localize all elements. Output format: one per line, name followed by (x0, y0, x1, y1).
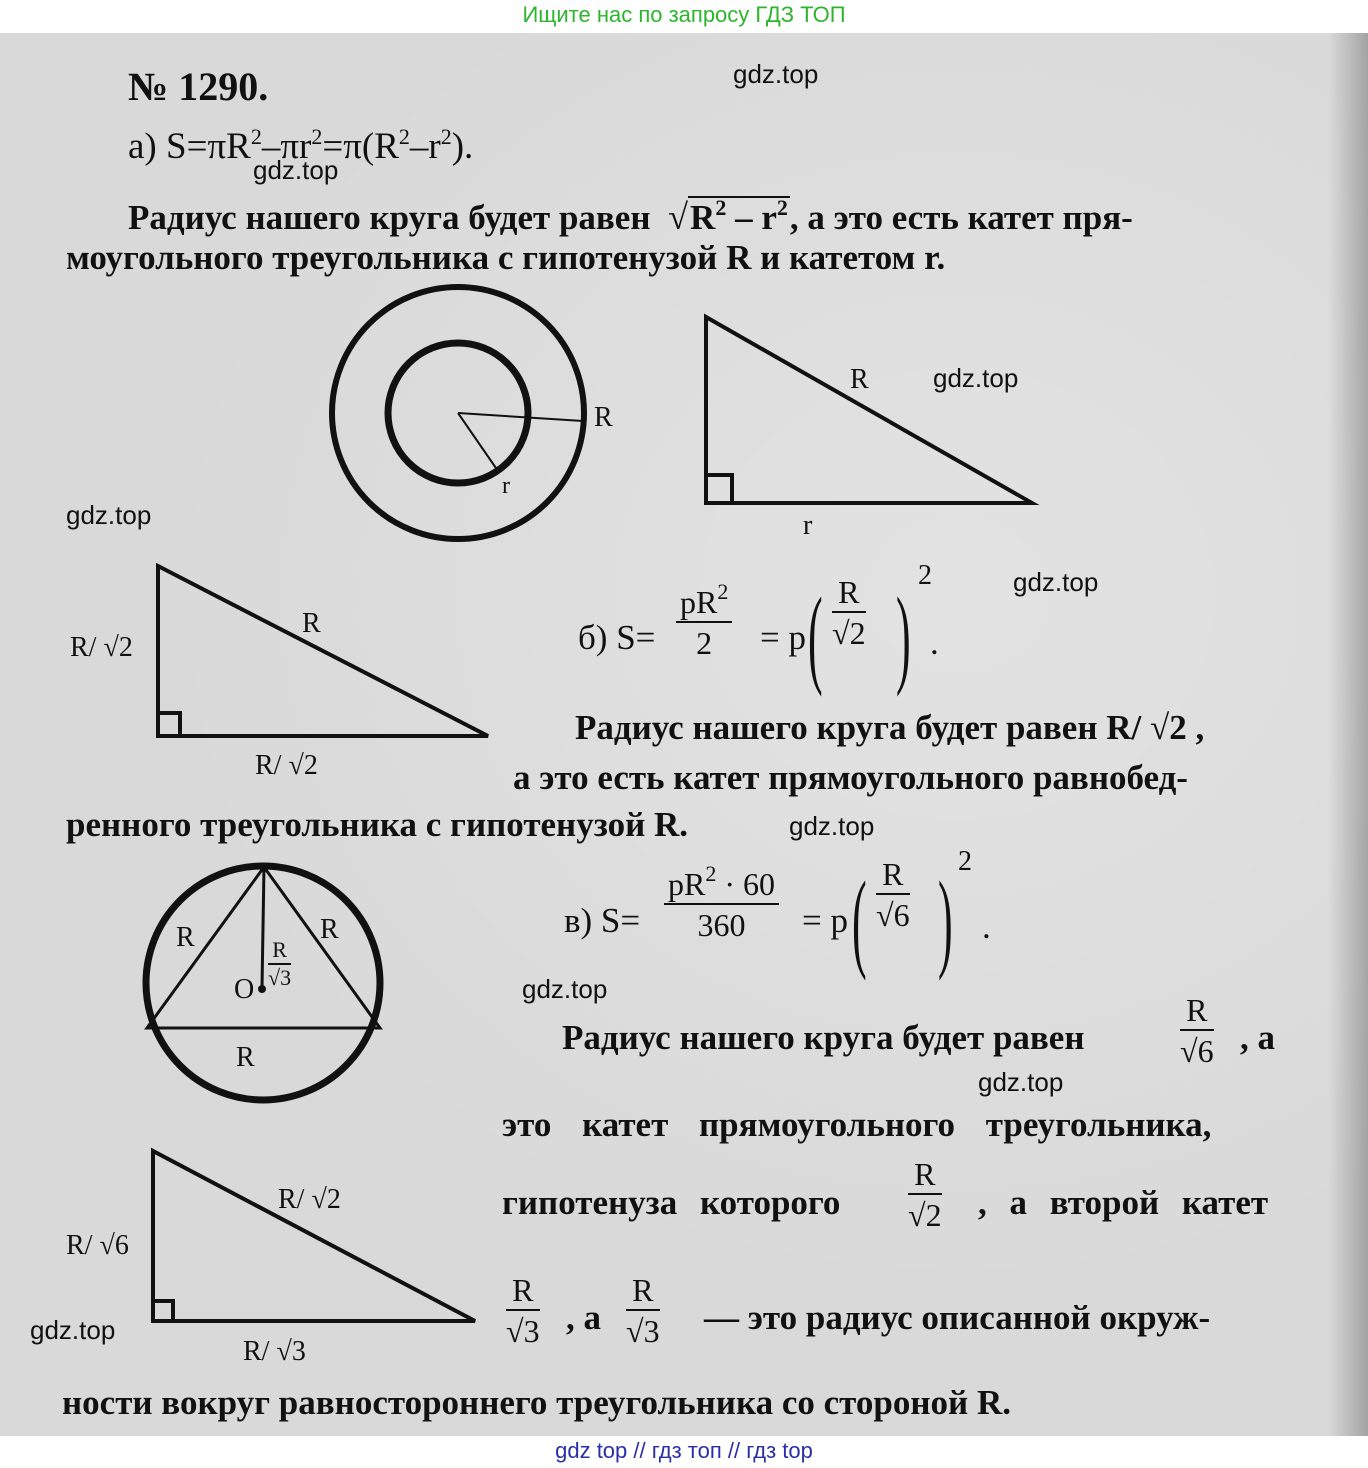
watermark-1: gdz.top (733, 59, 819, 89)
formula-a-tail2: –r (409, 126, 441, 167)
text-v-line4-mid: , а (566, 1298, 601, 1337)
text-b-line1: Радиус нашего круга будет равен R/ √2 , (575, 708, 1205, 747)
watermark-5: gdz.top (1013, 567, 1099, 597)
fig4-side-right: R (320, 914, 339, 945)
outer-radius (458, 413, 583, 421)
right-angle-mark-2 (158, 713, 180, 736)
sqrt-r2: – r (726, 198, 777, 237)
formula-v-prefix: в) S= (564, 901, 641, 940)
formula-v-num: pR (668, 866, 706, 902)
text-a-line1-start: Радиус нашего круга будет равен (128, 198, 651, 237)
sqrt-r: R (690, 198, 716, 237)
circumradius-segment (262, 867, 264, 988)
formula-a-mid: –πr (261, 126, 312, 167)
fig5-hyp-label: R/ √2 (278, 1184, 341, 1215)
text-v-line1-end: , а (1240, 1018, 1275, 1057)
text-a-line1: Радиус нашего круга будет равен $√R^2 - r^2$, а это есть катет пря- (128, 195, 1133, 237)
right-triangle-figure-2 (140, 558, 500, 748)
watermark-4: gdz.top (66, 500, 152, 530)
fig4-rad-num: R (268, 937, 291, 965)
formula-a-tail: =π(R (322, 126, 399, 167)
paren-close-v: ) (938, 859, 953, 981)
formula-b-inner-den: √2 (832, 615, 866, 651)
text-b-line2: а это есть катет прямоугольного равнобед- (513, 758, 1188, 797)
triangle-1 (706, 317, 1032, 503)
fig2-label-r: r (803, 510, 813, 541)
watermark-3: gdz.top (933, 363, 1019, 393)
fig4-rad-den: √3 (268, 965, 292, 990)
fig5-bottom-label: R/ √3 (243, 1336, 306, 1367)
text-v-line3-frac-num: R (908, 1155, 942, 1195)
fig4-side-left: R (176, 922, 195, 953)
inner-radius (458, 413, 498, 471)
formula-a-prefix: а) S=πR (128, 126, 251, 167)
fig1-label-r: r (502, 473, 510, 499)
formula-b-exp: 2 (717, 579, 729, 604)
text-v-line3-end: , а второй катет (978, 1183, 1269, 1222)
sqrt-exp-2: 2 (776, 195, 788, 220)
formula-b-num: pR (680, 584, 718, 620)
text-v-line4-frac2-num: R (626, 1271, 660, 1311)
text-v-line4-end: — это радиус описанной окруж- (704, 1298, 1211, 1337)
fig4-bottom: R (236, 1042, 255, 1073)
scanned-page (0, 33, 1368, 1436)
problem-number: № 1290. (128, 64, 269, 109)
exp-2: 2 (311, 124, 323, 149)
formula-v-eq: = p (802, 901, 848, 940)
watermark-9: gdz.top (30, 1315, 116, 1345)
center-point (258, 985, 266, 993)
formula-v-num-tail: · 60 (716, 866, 775, 902)
paren-open-b: ( (808, 575, 823, 697)
right-triangle-figure-3 (145, 1143, 490, 1333)
formula-v-inner-fraction (876, 855, 910, 935)
formula-b-end: . (930, 623, 939, 662)
formula-v-inner-den: √6 (876, 897, 910, 933)
right-triangle-figure-1 (680, 303, 1050, 523)
formula-b-eq: = p (760, 618, 806, 657)
text-v-line4-frac1-den: √3 (506, 1313, 540, 1349)
text-v-line1-frac-den: √6 (1180, 1033, 1214, 1069)
fig3-hyp-label: R (302, 608, 321, 639)
formula-b-den: 2 (696, 625, 713, 661)
page-edge-shadow (1328, 33, 1368, 1436)
text-v-line1-fraction (1180, 991, 1214, 1071)
text-v-line3-start: гипотенуза которого (502, 1183, 841, 1222)
exp-3: 2 (398, 124, 410, 149)
text-a-line1-end: , а это есть катет пря- (789, 198, 1133, 237)
fig4-center-label: O (234, 974, 255, 1005)
formula-v-den: 360 (697, 907, 746, 943)
sqrt-exp-1: 2 (715, 195, 727, 220)
fig3-bottom-label: R/ √2 (255, 750, 318, 781)
formula-v-outer-exp: 2 (958, 846, 972, 877)
exp-4: 2 (440, 124, 452, 149)
text-v-line4-frac1-num: R (506, 1271, 540, 1311)
inscribed-triangle-figure (130, 858, 400, 1113)
concentric-circles-figure (320, 273, 580, 543)
text-v-line3-frac-den: √2 (908, 1197, 942, 1233)
text-v-line4-frac2-den: √3 (626, 1313, 660, 1349)
exp-1: 2 (250, 124, 262, 149)
watermark-6: gdz.top (789, 811, 875, 841)
formula-b-inner-num: R (832, 573, 866, 613)
fig5-left-label: R/ √6 (66, 1230, 129, 1261)
text-v-line4-fraction1 (506, 1271, 540, 1351)
right-angle-mark-3 (153, 1301, 173, 1321)
watermark-8: gdz.top (978, 1067, 1064, 1097)
text-v-line4-fraction2 (626, 1271, 660, 1351)
text-a-line2: моугольного треугольника с гипотенузой R и катетом r. (66, 238, 946, 277)
top-banner[interactable]: Ищите нас по запросу ГДЗ ТОП (0, 0, 1368, 33)
text-v-line1-frac-num: R (1180, 991, 1214, 1031)
text-v-line5: ности вокруг равностороннего треугольника со стороной R. (62, 1383, 1011, 1422)
formula-b-inner-fraction (832, 573, 866, 653)
formula-v-end: . (982, 907, 991, 946)
fig4-radius-fraction (268, 937, 291, 991)
formula-b-outer-exp: 2 (918, 560, 932, 591)
triangle-3 (153, 1151, 475, 1321)
formula-a-tail3: ). (451, 126, 474, 167)
formula-b-prefix: б) S= (578, 618, 656, 657)
text-v-line3-fraction (908, 1155, 942, 1235)
fig3-left-label: R/ √2 (70, 632, 133, 663)
paren-close-b: ) (896, 575, 911, 697)
formula-b-fraction (676, 573, 732, 663)
formula-v-inner-num: R (876, 855, 910, 895)
sqrt-expression (688, 196, 790, 237)
watermark-2: gdz.top (253, 155, 339, 185)
right-angle-mark-1 (706, 475, 732, 503)
fig2-label-R: R (850, 364, 869, 395)
paren-open-v: ( (852, 859, 867, 981)
formula-v-fraction (664, 855, 779, 945)
fig1-label-R: R (594, 402, 613, 433)
text-v-line1: Радиус нашего круга будет равен (562, 1018, 1085, 1057)
bottom-banner[interactable]: gdz top // гдз топ // гдз top (0, 1436, 1368, 1468)
text-b-line3: ренного треугольника с гипотенузой R. (66, 805, 689, 844)
watermark-7: gdz.top (522, 974, 608, 1004)
triangle-2 (158, 566, 488, 736)
text-v-line2: это катет прямоугольного треугольника, (502, 1105, 1212, 1144)
formula-v-exp: 2 (705, 861, 717, 886)
